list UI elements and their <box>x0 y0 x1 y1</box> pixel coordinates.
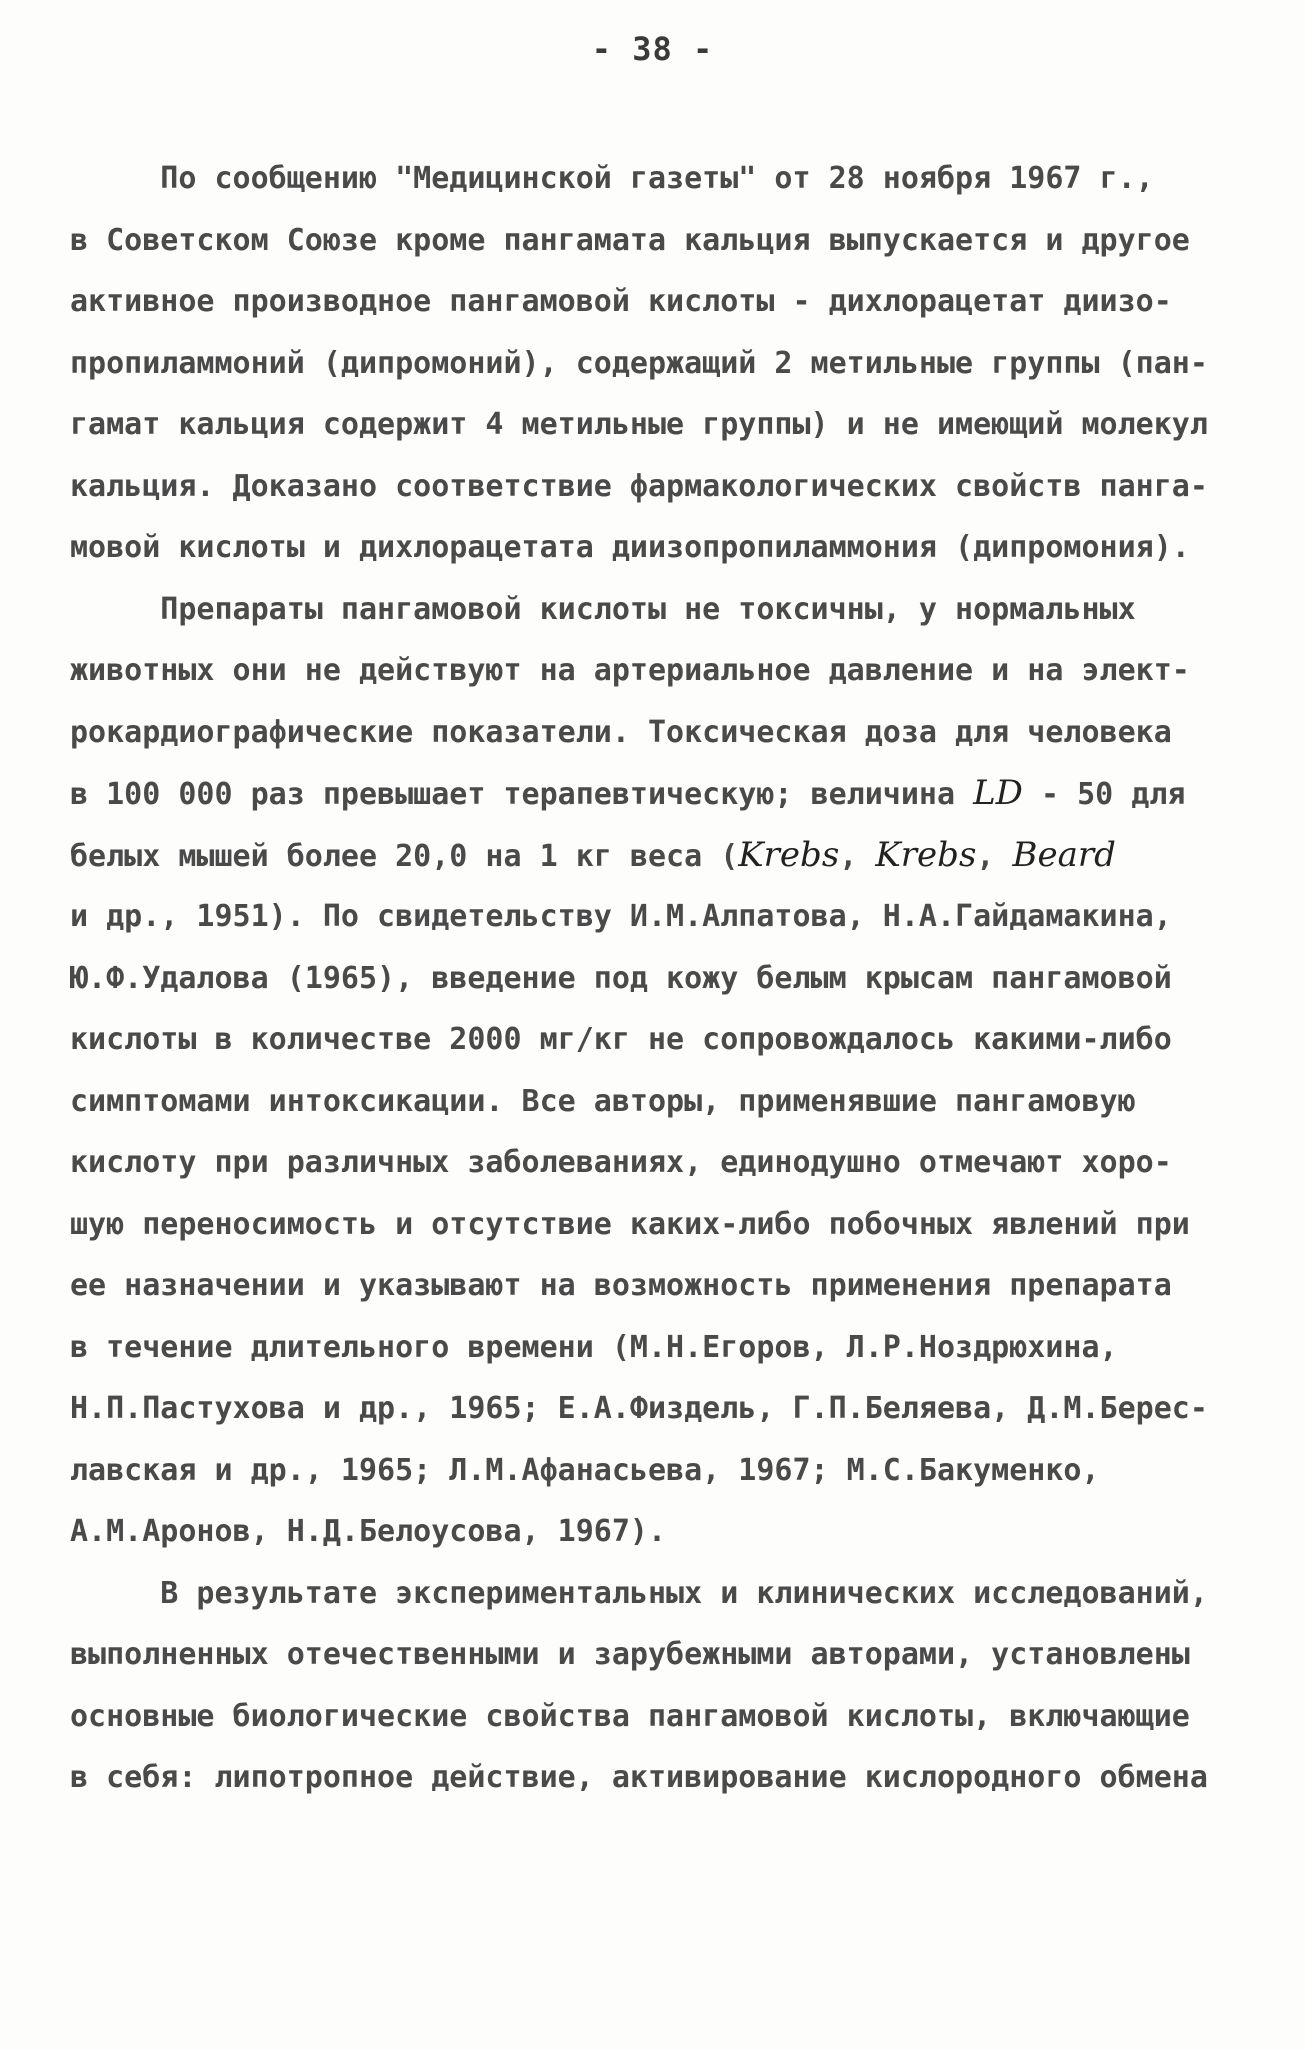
text-line: По сообщению "Медицинской газеты" от 28 ноября 1967 г., <box>70 161 1154 196</box>
handwritten-author-3: Beard <box>1012 834 1116 875</box>
text-line: кислоты в количестве 2000 мг/кг не сопровождалось какими-либо <box>70 1022 1172 1057</box>
text-line: животных они не действуют на артериальное давление и на элект- <box>70 653 1190 688</box>
handwritten-author-2: Krebs <box>875 834 977 875</box>
text-line: лавская и др., 1965; Л.М.Афанасьева, 1967; М.С.Бакуменко, <box>70 1452 1100 1488</box>
handwritten-ld: LD <box>973 773 1023 813</box>
text-line: Препараты пангамовой кислоты не токсичны, у нормальных <box>70 591 1136 627</box>
page-number: - 38 - <box>591 30 714 68</box>
text-line: Ю.Ф.Удалова (1965), введение под кожу белым крысам пангамовой <box>70 960 1172 996</box>
text-line: шую переносимость и отсутствие каких-либо побочных явлений при <box>70 1206 1190 1242</box>
text-segment: в 100 000 раз превышает терапевтическую; величина <box>70 777 956 812</box>
text-line: основные биологические свойства пангамовой кислоты, включающие <box>70 1698 1190 1734</box>
handwritten-author-1: Krebs <box>738 834 840 875</box>
text-line: в течение длительного времени (М.Н.Егоров, Л.Р.Ноздрюхина, <box>70 1329 1118 1365</box>
text-line: кальция. Доказано соответствие фармакологических свойств панга- <box>70 468 1208 504</box>
text-segment: - 50 для <box>1022 777 1186 812</box>
text-line: В результате экспериментальных и клинических исследований, <box>70 1575 1208 1611</box>
text-line: гамат кальция содержит 4 метильные группы) и не имеющий молекул <box>70 407 1208 442</box>
text-line: в Советском Союзе кроме пангамата кальция выпускается и другое <box>70 222 1190 258</box>
text-line: и др., 1951). По свидетельству И.М.Алпатова, Н.А.Гайдамакина, <box>70 899 1172 934</box>
body-text <box>70 148 1250 1809</box>
text-line: в себя: липотропное действие, активирование кислородного обмена <box>70 1760 1208 1795</box>
text-line: ее назначении и указывают на возможность применения препарата <box>70 1268 1172 1303</box>
separator: , <box>839 838 876 874</box>
text-line-ld <box>70 763 1250 825</box>
separator: , <box>976 838 1013 874</box>
text-line: А.М.Аронов, Н.Д.Белоусова, 1967). <box>70 1514 667 1549</box>
text-line: рокардиографические показатели. Токсическая доза для человека <box>70 714 1172 750</box>
text-line: симптомами интоксикации. Все авторы, применявшие пангамовую <box>70 1083 1136 1119</box>
text-line: Н.П.Пастухова и др., 1965; Е.А.Физдель, Г.П.Беляева, Д.М.Берес- <box>70 1391 1208 1426</box>
text-segment: белых мышей более 20,0 на 1 кг веса ( <box>70 838 739 874</box>
text-line: кислоту при различных заболеваниях, единодушно отмечают хоро- <box>70 1145 1172 1180</box>
text-line: активное производное пангамовой кислоты - дихлорацетат диизо- <box>70 284 1172 319</box>
text-line: мовой кислоты и дихлорацетата диизопропиламмония (дипромония). <box>70 530 1190 565</box>
text-line: пропиламмоний (дипромоний), содержащий 2 метильные группы (пан- <box>70 345 1208 381</box>
text-line: выполненных отечественными и зарубежными авторами, установлены <box>70 1637 1190 1672</box>
text-line-authors <box>70 825 1250 887</box>
